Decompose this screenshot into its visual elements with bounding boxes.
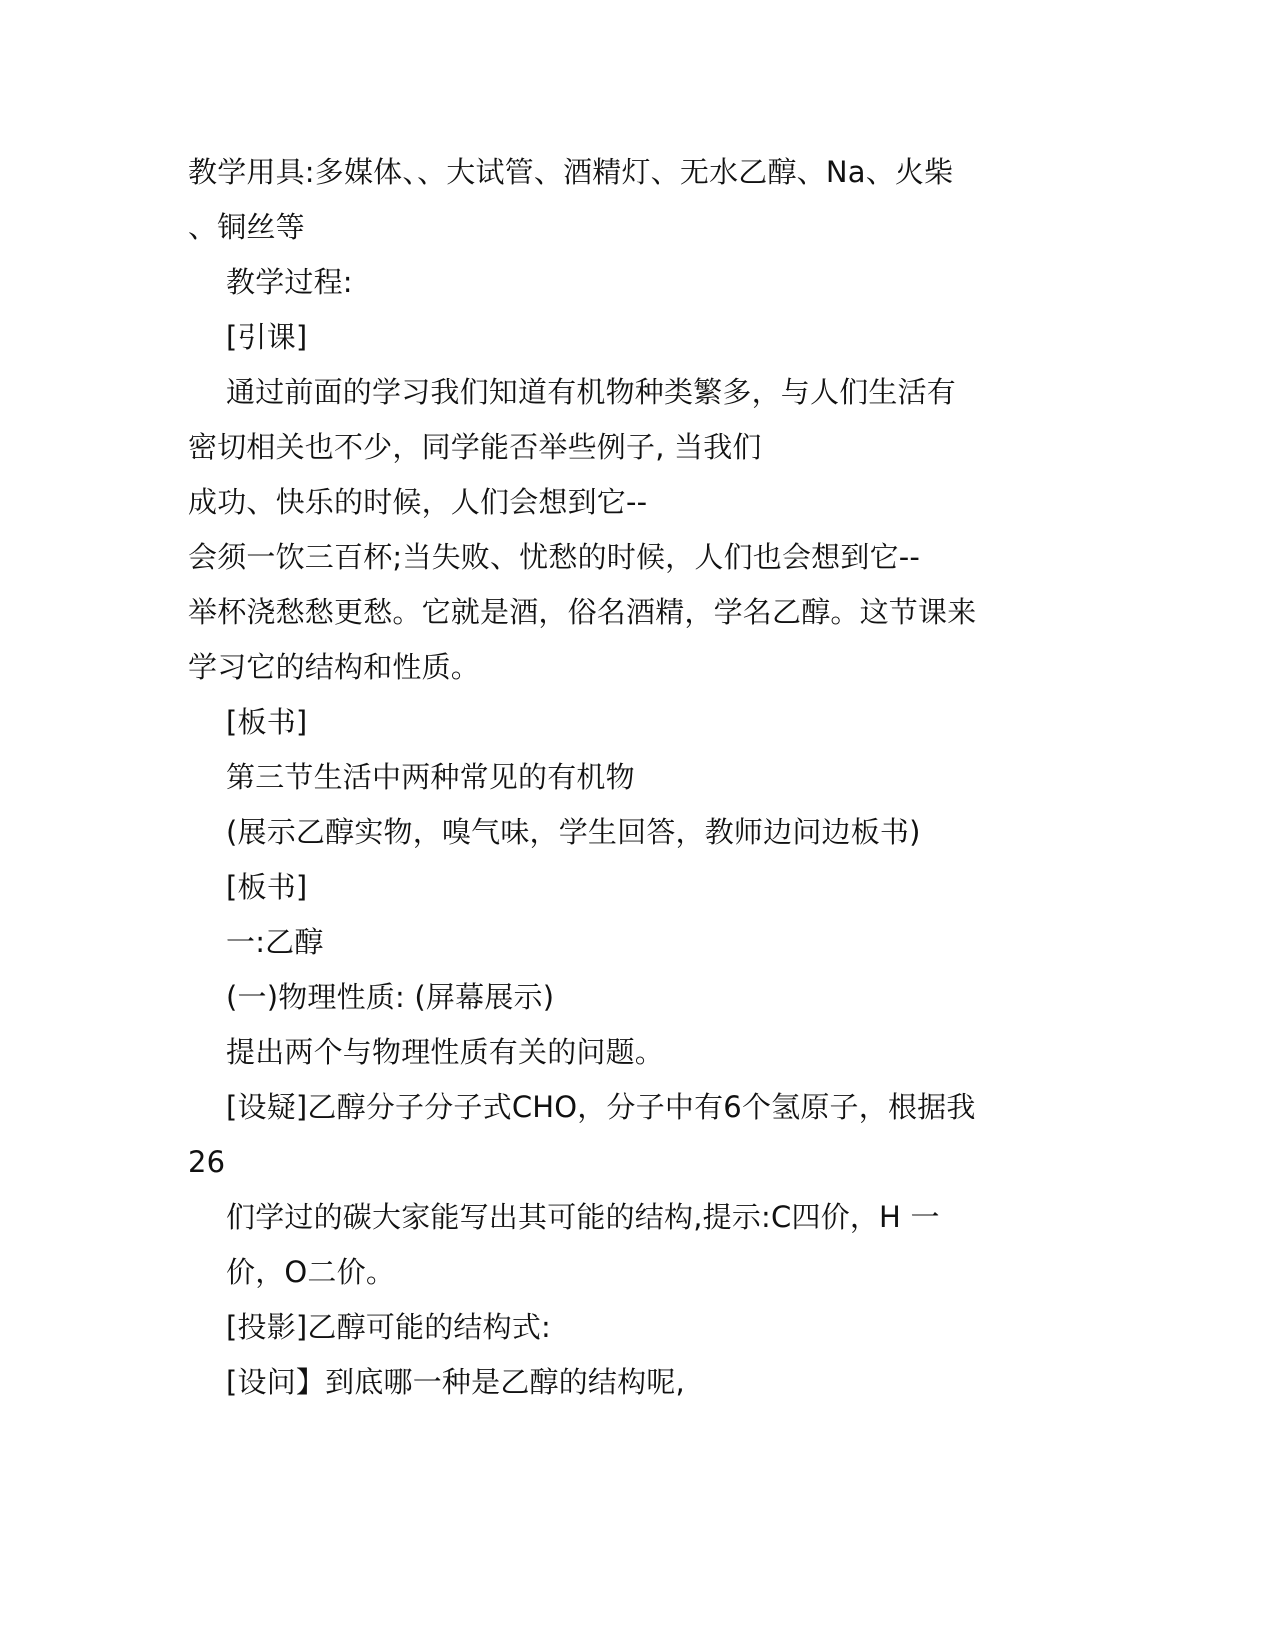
- text-line-query-1: [设疑]乙醇分子分子式CHO，分子中有6个氢原子，根据我: [226, 1090, 976, 1124]
- text-line-query-3: 价，O二价。: [226, 1255, 396, 1289]
- text-line-question: [设问】到底哪一种是乙醇的结构呢,: [226, 1365, 685, 1399]
- text-line-query-2: 们学过的碳大家能写出其可能的结构,提示:C四价，H 一: [226, 1200, 940, 1234]
- text-line-process-heading: 教学过程:: [226, 265, 353, 299]
- text-line-projection: [投影]乙醇可能的结构式:: [226, 1310, 551, 1344]
- text-line-materials: 教学用具:多媒体、、大试管、酒精灯、无水乙醇、Na、火柴: [188, 155, 954, 189]
- text-line-intro-3: 成功、快乐的时候，人们会想到它--: [188, 485, 648, 519]
- text-line-intro-5: 举杯浇愁愁更愁。它就是酒，俗名酒精，学名乙醇。这节课来: [188, 595, 977, 629]
- text-line-questions: 提出两个与物理性质有关的问题。: [226, 1035, 665, 1069]
- text-line-board-tag-1: [板书]: [226, 705, 308, 739]
- text-line-section-title: 第三节生活中两种常见的有机物: [226, 760, 635, 794]
- text-line-intro-6: 学习它的结构和性质。: [188, 650, 481, 684]
- text-line-demo: (展示乙醇实物，嗅气味，学生回答，教师边问边板书): [226, 815, 921, 849]
- text-line-board-tag-2: [板书]: [226, 870, 308, 904]
- text-line-intro-4: 会须一饮三百杯;当失败、忧愁的时候，人们也会想到它--: [188, 540, 921, 574]
- text-line-intro-tag: [引课]: [226, 320, 308, 354]
- text-line-ethanol-heading: 一:乙醇: [226, 925, 324, 959]
- text-line-physical-properties: (一)物理性质: (屏幕展示): [226, 980, 555, 1014]
- text-line-subscript-digits: 26: [188, 1145, 226, 1179]
- text-line-intro-1: 通过前面的学习我们知道有机物种类繁多，与人们生活有: [226, 375, 957, 409]
- text-line-intro-2: 密切相关也不少，同学能否举些例子, 当我们: [188, 430, 762, 464]
- text-line-materials-cont: 、铜丝等: [188, 210, 305, 244]
